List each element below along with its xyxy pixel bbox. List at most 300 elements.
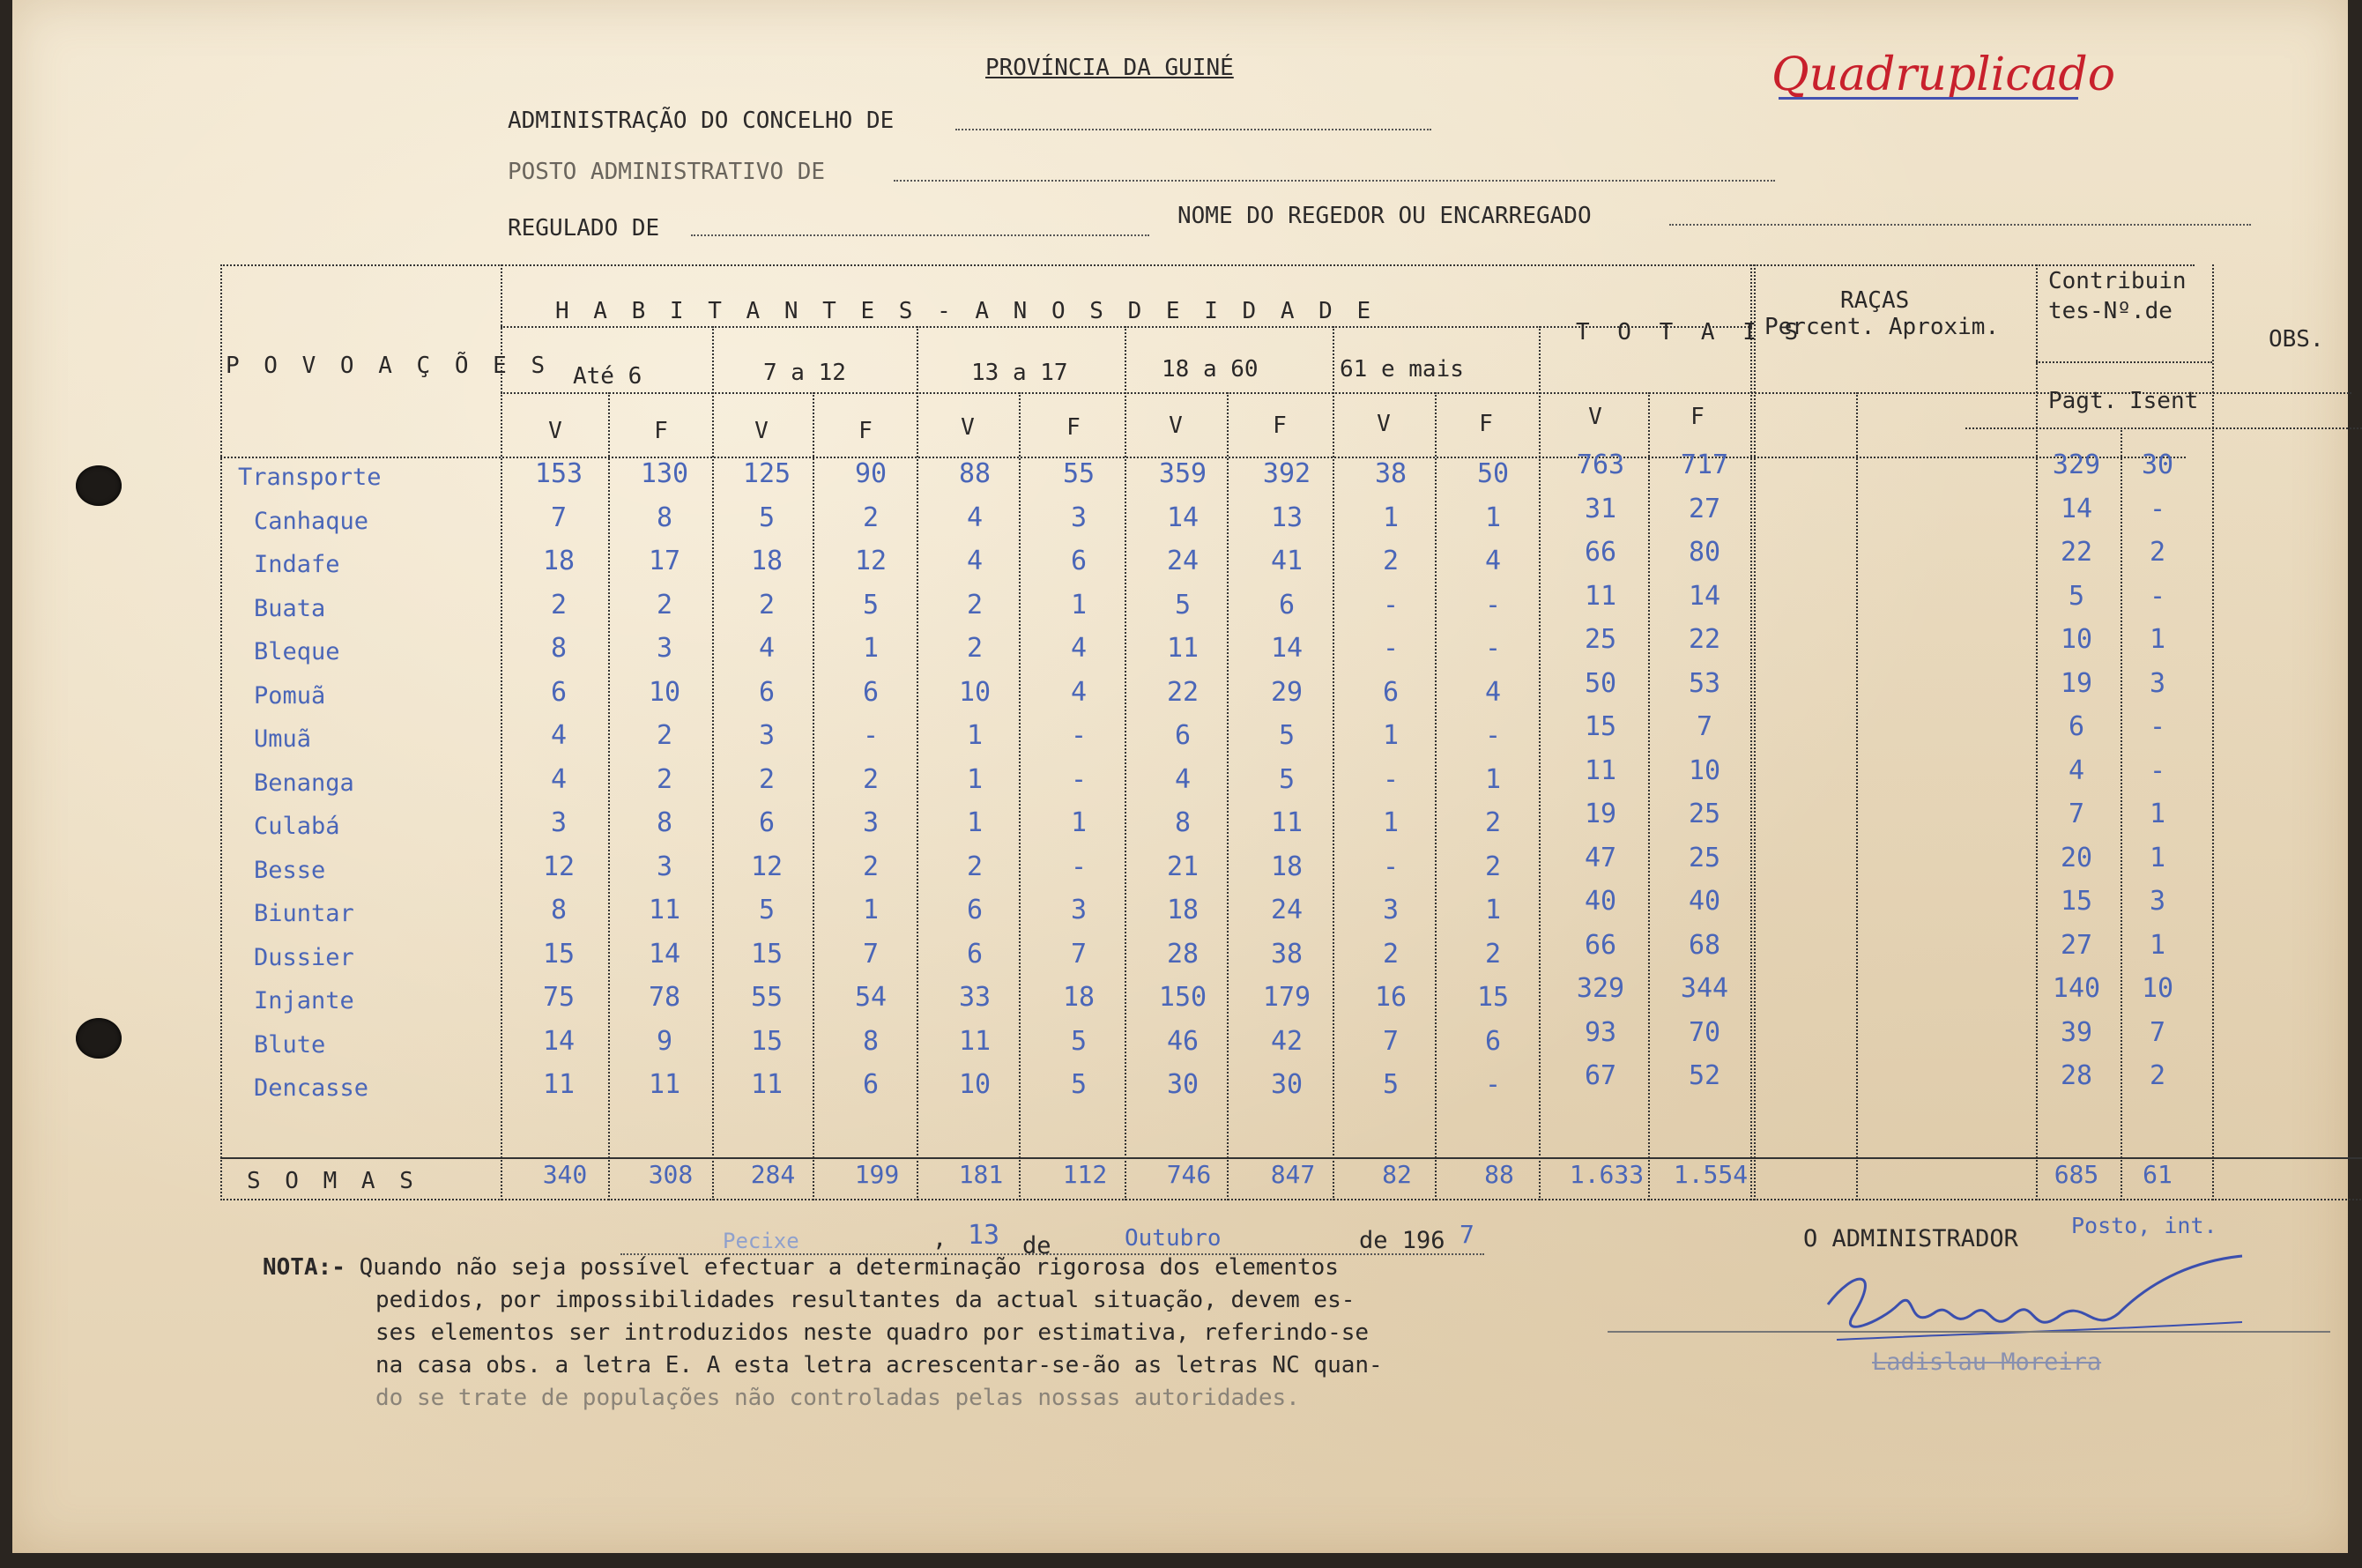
age-group-header: 13 a 17 [971, 360, 1068, 386]
column-line [813, 392, 814, 1200]
contrib-cell: 15 [2060, 886, 2093, 917]
table-cell: 2 [862, 851, 880, 882]
contrib-cell: 19 [2060, 667, 2093, 699]
table-cell: 1 [1070, 807, 1088, 838]
signature-line [1608, 1331, 2330, 1333]
povoacao-name: Buata [254, 594, 326, 622]
note-label: NOTA:- [263, 1254, 345, 1281]
table-cell: 10 [648, 676, 681, 708]
place-value: Pecixe [723, 1229, 799, 1253]
table-cell: 31 [1584, 493, 1617, 524]
table-cell: 150 [1158, 982, 1207, 1013]
povoacao-name: Bleque [254, 638, 340, 665]
signature-image [1819, 1252, 2260, 1357]
note-line: pedidos, por impossibilidades resultantes da actual situação, devem es- [375, 1287, 1356, 1313]
table-cell: 14 [648, 938, 681, 970]
povoacoes-header: P O V O A Ç Õ E S [226, 353, 551, 379]
somas-cell: 82 [1382, 1160, 1412, 1189]
sex-header-v: V [1588, 404, 1602, 430]
column-line [1648, 392, 1650, 1200]
povoacao-name: Injante [254, 987, 354, 1014]
table-cell: 2 [1484, 807, 1502, 838]
povoacao-name: Umuã [254, 725, 312, 753]
table-cell: 3 [758, 720, 776, 751]
contrib-cell: 30 [2141, 450, 2174, 480]
table-cell: - [1070, 851, 1088, 882]
census-table [220, 264, 2362, 1200]
year-digit: 7 [1460, 1220, 1474, 1249]
contrib-cell: 22 [2060, 537, 2093, 568]
habitantes-header: H A B I T A N T E S - A N O S D E I D A D E [555, 298, 1377, 324]
table-cell: 6 [862, 676, 880, 708]
sex-header-f: F [1479, 411, 1493, 437]
sex-header-v: V [548, 418, 562, 444]
table-cell: 53 [1688, 667, 1721, 699]
regulado-field-line [691, 234, 1149, 236]
table-cell: 11 [1584, 580, 1617, 612]
totais-header: T O T A I S [1576, 319, 1806, 346]
posto-field-line [894, 180, 1775, 182]
regedor-field-line [1669, 224, 2251, 226]
contrib-cell: 10 [2060, 624, 2093, 655]
regulado-label: REGULADO DE [508, 215, 660, 242]
table-cell: 9 [656, 1025, 673, 1057]
table-cell: 40 [1688, 886, 1721, 917]
table-top-border [220, 264, 2195, 266]
table-cell: 1 [1382, 720, 1400, 751]
table-cell: 70 [1688, 1016, 1721, 1048]
table-cell: 6 [550, 676, 568, 708]
table-cell: 18 [1062, 982, 1096, 1013]
contrib-cell: 140 [2052, 973, 2101, 1004]
contrib-cell: 329 [2052, 450, 2101, 480]
somas-cell: 1.633 [1569, 1160, 1645, 1189]
column-line [917, 326, 918, 1200]
table-cell: 67 [1584, 1060, 1617, 1091]
signer-name: Ladislau Moreira [1872, 1349, 2102, 1376]
table-cell: 1 [1382, 807, 1400, 838]
table-cell: 2 [862, 763, 880, 795]
header-divider [501, 326, 1752, 328]
note-block [263, 1252, 1585, 1415]
column-line [1435, 392, 1437, 1200]
table-cell: 14 [1270, 633, 1304, 664]
table-cell: 2 [656, 589, 673, 621]
table-cell: 4 [1484, 676, 1502, 708]
table-cell: - [1484, 1069, 1502, 1100]
contrib-cell: - [2149, 580, 2166, 612]
table-cell: 130 [640, 458, 689, 489]
contrib-cell: 5 [2068, 580, 2085, 612]
table-cell: 8 [550, 895, 568, 925]
table-cell: 11 [958, 1025, 992, 1057]
table-cell: 1 [966, 763, 984, 795]
table-cell: - [1070, 720, 1088, 751]
year-prefix: de 196 [1359, 1227, 1445, 1254]
column-line [1856, 392, 1858, 1200]
contrib-cell: 1 [2149, 624, 2166, 655]
table-cell: 75 [542, 982, 576, 1013]
table-cell: 359 [1158, 458, 1207, 489]
administrator-label: O ADMINISTRADOR [1803, 1225, 2018, 1252]
table-cell: 1 [966, 720, 984, 751]
table-cell: 93 [1584, 1016, 1617, 1048]
column-line [2036, 264, 2038, 1200]
table-cell: 2 [1484, 851, 1502, 882]
table-cell: 2 [758, 763, 776, 795]
contrib-cell: 3 [2149, 886, 2166, 917]
table-cell: - [862, 720, 880, 751]
table-cell: 4 [550, 720, 568, 751]
table-cell: 2 [966, 633, 984, 664]
somas-cell: 112 [1062, 1160, 1108, 1189]
table-cell: 55 [750, 982, 784, 1013]
table-cell: 25 [1688, 842, 1721, 873]
contrib-header: Contribuin [2048, 268, 2187, 294]
column-line [712, 326, 714, 1200]
table-cell: 1 [1484, 763, 1502, 795]
table-cell: 52 [1688, 1060, 1721, 1091]
column-line [2212, 264, 2214, 1200]
column-line [1125, 326, 1126, 1200]
somas-cell: 199 [854, 1160, 900, 1189]
somas-cell: 1.554 [1673, 1160, 1749, 1189]
table-cell: 27 [1688, 493, 1721, 524]
table-cell: 28 [1166, 938, 1200, 970]
table-cell: 29 [1270, 676, 1304, 708]
contrib-cell: 1 [2149, 842, 2166, 873]
table-cell: 10 [958, 1069, 992, 1100]
table-cell: 3 [656, 851, 673, 882]
punch-hole [76, 465, 122, 506]
racas-header: RAÇAS [1840, 287, 1910, 314]
table-cell: - [1382, 589, 1400, 621]
table-cell: 4 [1174, 763, 1192, 795]
povoacao-name: Pomuã [254, 681, 326, 710]
somas-cell: 88 [1484, 1160, 1514, 1189]
table-cell: 42 [1270, 1025, 1304, 1057]
sex-header-f: F [858, 418, 873, 444]
table-cell: 344 [1680, 973, 1729, 1004]
table-cell: 68 [1688, 929, 1721, 961]
table-cell: 11 [648, 895, 681, 925]
table-cell: 8 [862, 1025, 880, 1057]
table-cell: 18 [1270, 851, 1304, 882]
table-cell: 55 [1062, 458, 1096, 489]
table-cell: 6 [966, 938, 984, 970]
contrib-cell: 28 [2060, 1060, 2093, 1091]
somas-contrib-cell: 685 [2054, 1160, 2099, 1189]
sex-header-f: F [1690, 404, 1705, 430]
table-cell: 763 [1576, 450, 1625, 480]
table-cell: 3 [656, 633, 673, 664]
table-cell: 7 [550, 502, 568, 533]
table-cell: 13 [1270, 502, 1304, 533]
table-cell: 15 [1584, 711, 1617, 742]
contrib-cell: 14 [2060, 493, 2093, 524]
table-cell: 4 [1070, 676, 1088, 708]
sex-header-f: F [1066, 414, 1081, 441]
contrib-cell: 3 [2149, 667, 2166, 699]
table-cell: 11 [750, 1069, 784, 1100]
contrib-cell: 39 [2060, 1016, 2093, 1048]
header-divider [2036, 361, 2212, 363]
somas-cell: 181 [958, 1160, 1004, 1189]
povoacao-name: Canhaque [254, 507, 369, 535]
table-cell: 2 [1484, 938, 1502, 970]
table-cell: 8 [656, 502, 673, 533]
somas-cell: 308 [648, 1160, 694, 1189]
table-cell: 1 [1382, 502, 1400, 533]
table-cell: 50 [1584, 667, 1617, 699]
table-cell: 125 [742, 458, 791, 489]
table-cell: 2 [1382, 546, 1400, 576]
month-value: Outubro [1125, 1225, 1222, 1252]
column-line [1539, 326, 1541, 1200]
table-cell: 88 [958, 458, 992, 489]
table-cell: 7 [862, 938, 880, 970]
table-cell: 90 [854, 458, 888, 489]
table-cell: 5 [758, 895, 776, 925]
contrib-cell: - [2149, 711, 2166, 742]
table-cell: 12 [750, 851, 784, 882]
table-cell: 3 [862, 807, 880, 838]
table-cell: 2 [656, 763, 673, 795]
table-cell: 179 [1262, 982, 1311, 1013]
column-line [1754, 264, 1756, 1200]
table-cell: 4 [550, 763, 568, 795]
contrib-cell: 27 [2060, 929, 2093, 961]
somas-bottom-line [220, 1199, 2362, 1200]
regedor-label: NOME DO REGEDOR OU ENCARREGADO [1177, 203, 1592, 229]
table-cell: 1 [1484, 895, 1502, 925]
isent-header: Isent [2129, 388, 2199, 414]
table-cell: 38 [1374, 458, 1408, 489]
column-line [1019, 392, 1021, 1200]
table-cell: 5 [1070, 1069, 1088, 1100]
table-cell: 30 [1270, 1069, 1304, 1100]
table-cell: 10 [958, 676, 992, 708]
povoacao-name: Besse [254, 856, 326, 884]
posto-label: POSTO ADMINISTRATIVO DE [508, 159, 826, 185]
table-cell: 6 [1174, 720, 1192, 751]
age-group-header: 18 a 60 [1162, 356, 1259, 383]
contrib-cell: 2 [2149, 1060, 2166, 1091]
table-cell: 7 [1382, 1025, 1400, 1057]
table-cell: 6 [758, 676, 776, 708]
table-cell: 3 [1070, 502, 1088, 533]
table-cell: 7 [1070, 938, 1088, 970]
table-cell: 5 [1278, 763, 1296, 795]
somas-cell: 746 [1166, 1160, 1212, 1189]
table-cell: 66 [1584, 537, 1617, 568]
table-cell: 4 [1070, 633, 1088, 664]
somas-cell: 340 [542, 1160, 588, 1189]
table-cell: 2 [550, 589, 568, 621]
table-cell: 11 [542, 1069, 576, 1100]
table-cell: 8 [1174, 807, 1192, 838]
table-cell: 1 [966, 807, 984, 838]
table-cell: 41 [1270, 546, 1304, 576]
povoacao-name: Dussier [254, 943, 354, 971]
table-cell: 12 [854, 546, 888, 576]
table-cell: 8 [656, 807, 673, 838]
sex-header-f: F [654, 418, 668, 444]
contrib-cell: - [2149, 754, 2166, 786]
table-cell: 4 [1484, 546, 1502, 576]
povoacao-name: Benanga [254, 769, 354, 797]
table-cell: 4 [966, 546, 984, 576]
table-cell: 17 [648, 546, 681, 576]
table-cell: 5 [1174, 589, 1192, 621]
table-cell: 18 [1166, 895, 1200, 925]
table-cell: 5 [1070, 1025, 1088, 1057]
table-cell: 14 [1688, 580, 1721, 612]
table-cell: 5 [1278, 720, 1296, 751]
povoacao-name: Transporte [238, 464, 382, 491]
table-cell: 5 [1382, 1069, 1400, 1100]
contrib-cell: 6 [2068, 711, 2085, 742]
povoacao-name: Biuntar [254, 900, 354, 927]
table-cell: 24 [1166, 546, 1200, 576]
table-cell: - [1382, 851, 1400, 882]
sex-header-v: V [754, 418, 769, 444]
table-cell: 25 [1688, 799, 1721, 829]
note-line: Quando não seja possível efectuar a determinação rigorosa dos elementos [359, 1254, 1339, 1281]
table-cell: 5 [758, 502, 776, 533]
sex-header-v: V [1377, 411, 1391, 437]
admin-field-line [955, 129, 1431, 130]
table-cell: 329 [1576, 973, 1625, 1004]
document-page [12, 0, 2348, 1553]
table-cell: 1 [862, 633, 880, 664]
table-cell: 11 [1166, 633, 1200, 664]
table-cell: 4 [966, 502, 984, 533]
table-cell: 25 [1584, 624, 1617, 655]
copy-mark-underline [1779, 97, 2078, 100]
table-cell: - [1382, 763, 1400, 795]
table-cell: 392 [1262, 458, 1311, 489]
table-cell: 11 [648, 1069, 681, 1100]
contrib-cell: 20 [2060, 842, 2093, 873]
table-cell: - [1070, 763, 1088, 795]
column-line [1750, 264, 1752, 1200]
table-cell: 15 [750, 1025, 784, 1057]
table-cell: 2 [862, 502, 880, 533]
contrib-cell: 1 [2149, 799, 2166, 829]
povoacao-name: Dencasse [254, 1074, 369, 1102]
date-de: de [1022, 1232, 1051, 1260]
table-cell: 24 [1270, 895, 1304, 925]
copy-mark: Quadruplicado [1772, 48, 2116, 101]
table-cell: 2 [966, 851, 984, 882]
contrib-cell: 1 [2149, 929, 2166, 961]
table-cell: 18 [542, 546, 576, 576]
table-cell: 12 [542, 851, 576, 882]
table-cell: 6 [1278, 589, 1296, 621]
table-cell: 1 [1070, 589, 1088, 621]
table-cell: 22 [1166, 676, 1200, 708]
column-line [608, 392, 610, 1200]
table-cell: 1 [862, 895, 880, 925]
table-cell: 16 [1374, 982, 1408, 1013]
province-title: PROVÍNCIA DA GUINÉ [985, 55, 1234, 81]
table-cell: 10 [1688, 754, 1721, 786]
column-line [1333, 326, 1334, 1200]
table-cell: 7 [1696, 711, 1713, 742]
obs-header: OBS. [2269, 326, 2324, 353]
table-cell: 38 [1270, 938, 1304, 970]
table-cell: 33 [958, 982, 992, 1013]
date-comma: , [932, 1225, 947, 1252]
somas-label: S O M A S [247, 1168, 419, 1194]
table-cell: - [1484, 589, 1502, 621]
table-cell: 153 [534, 458, 583, 489]
admin-extra: Posto, int. [2071, 1213, 2217, 1238]
table-cell: 66 [1584, 929, 1617, 961]
table-cell: 6 [1382, 676, 1400, 708]
contrib-cell: 4 [2068, 754, 2085, 786]
note-line: na casa obs. a letra E. A esta letra acrescentar-se-ão as letras NC quan- [375, 1352, 1383, 1379]
table-cell: 1 [1484, 502, 1502, 533]
table-cell: 6 [1070, 546, 1088, 576]
age-group-header: 61 e mais [1340, 356, 1464, 383]
table-cell: 5 [862, 589, 880, 621]
povoacao-name: Blute [254, 1030, 326, 1059]
table-cell: 47 [1584, 842, 1617, 873]
table-cell: 14 [1166, 502, 1200, 533]
table-cell: 22 [1688, 624, 1721, 655]
somas-contrib-cell: 61 [2143, 1160, 2173, 1189]
table-cell: - [1484, 633, 1502, 664]
note-line: ses elementos ser introduzidos neste quadro por estimativa, referindo-se [375, 1319, 1370, 1346]
table-cell: 54 [854, 982, 888, 1013]
contrib-cell: 10 [2141, 973, 2174, 1004]
note-line: do se trate de populações não controladas pelas nossas autoridades. [375, 1385, 1300, 1411]
header-divider [1965, 427, 2362, 429]
table-cell: 6 [966, 895, 984, 925]
contrib-cell: - [2149, 493, 2166, 524]
table-cell: 21 [1166, 851, 1200, 882]
age-group-header: Até 6 [573, 363, 642, 390]
table-cell: 2 [966, 589, 984, 621]
table-cell: 2 [656, 720, 673, 751]
punch-hole [76, 1018, 122, 1059]
somas-cell: 284 [750, 1160, 796, 1189]
table-cell: 3 [1382, 895, 1400, 925]
age-group-header: 7 a 12 [763, 360, 846, 386]
table-cell: 30 [1166, 1069, 1200, 1100]
sex-header-f: F [1273, 412, 1287, 439]
column-line [501, 264, 502, 1200]
table-left-border [220, 264, 222, 1200]
sex-header-v: V [1169, 412, 1183, 439]
table-cell: 6 [758, 807, 776, 838]
table-cell: - [1484, 720, 1502, 751]
table-cell: 50 [1476, 458, 1510, 489]
table-cell: 14 [542, 1025, 576, 1057]
table-cell: 18 [750, 546, 784, 576]
povoacao-name: Indafe [254, 551, 340, 578]
sex-header-v: V [961, 414, 975, 441]
day-value: 13 [968, 1220, 1000, 1251]
racas-subheader: Percent. Aproxim. [1764, 314, 2000, 340]
table-cell: 40 [1584, 886, 1617, 917]
admin-label: ADMINISTRAÇÃO DO CONCELHO DE [508, 108, 895, 134]
contrib-header: tes-Nº.de [2048, 298, 2173, 324]
povoacao-name: Culabá [254, 813, 340, 840]
table-cell: 78 [648, 982, 681, 1013]
